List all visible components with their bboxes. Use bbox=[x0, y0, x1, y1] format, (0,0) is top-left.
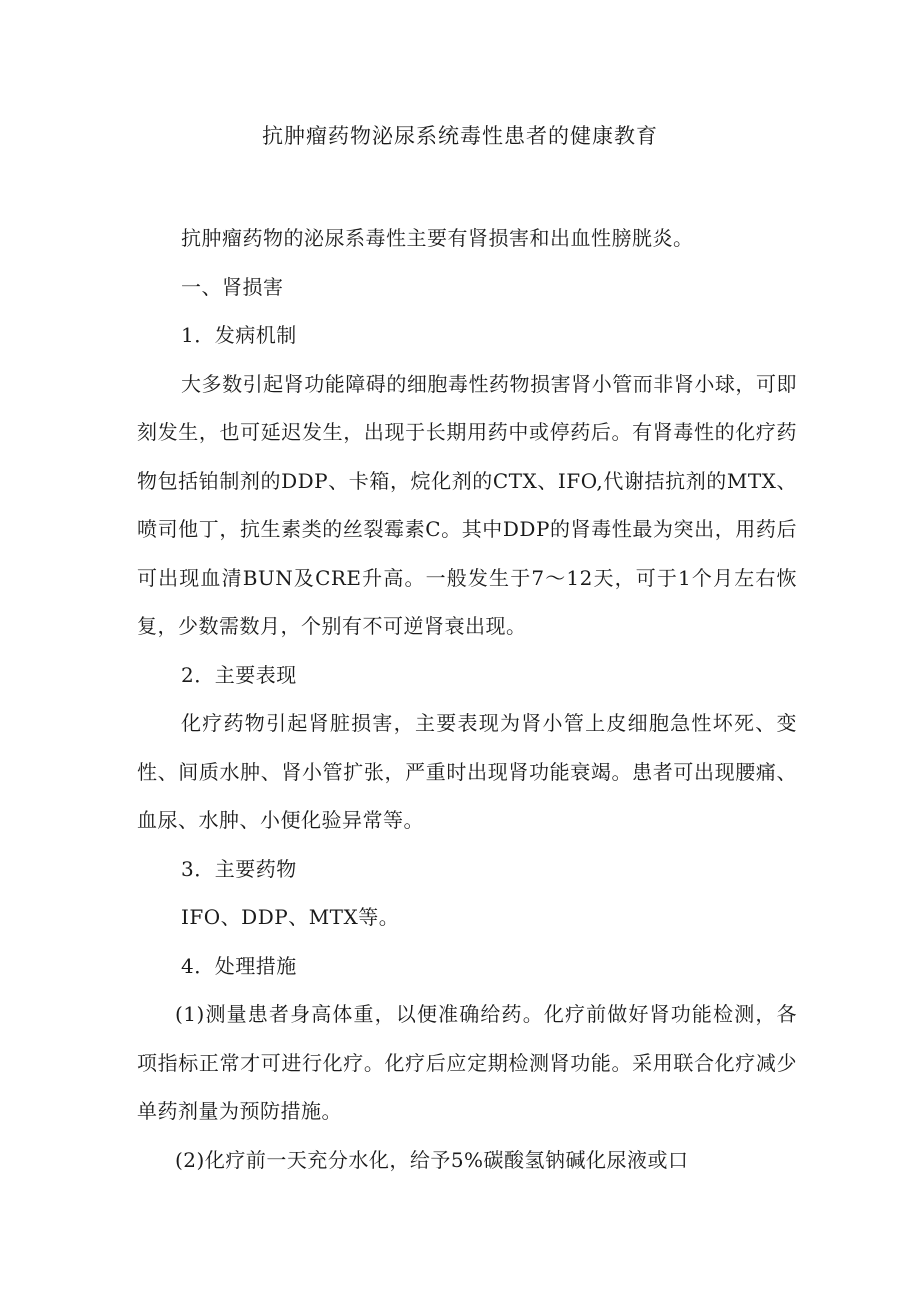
paragraph-measure-2: (2)化疗前一天充分水化，给予5%碳酸氢钠碱化尿液或口 bbox=[175, 1147, 689, 1172]
paragraph-measure-1: (1)测量患者身高体重，以便准确给药。化疗前做好肾功能检测，各项指标正常才可进行化疗。化疗后应定期检测肾功能。采用联合化疗减少单药剂量为预防措施。 bbox=[137, 1002, 797, 1123]
section-heading-kidney-damage: 一、肾损害 bbox=[181, 274, 284, 299]
subheading-treatment-measures: 4．处理措施 bbox=[181, 953, 297, 978]
subheading-pathogenesis: 1．发病机制 bbox=[181, 323, 297, 347]
document-body bbox=[137, 214, 797, 1184]
paragraph-main-manifestations: 化疗药物引起肾脏损害，主要表现为肾小管上皮细胞急性坏死、变性、间质水肿、肾小管扩张，严重时出现肾功能衰竭。患者可出现腰痛、血尿、水肿、小便化验异常等。 bbox=[137, 711, 797, 832]
document-title: 抗肿瘤药物泌尿系统毒性患者的健康教育 bbox=[262, 124, 658, 148]
subheading-main-manifestations: 2．主要表现 bbox=[181, 662, 297, 687]
paragraph-pathogenesis: 大多数引起肾功能障碍的细胞毒性药物损害肾小管而非肾小球，可即刻发生，也可延迟发生，出现于长期用药中或停药后。有肾毒性的化疗药物包括铂制剂的DDP、卡箱，烷化剂的CTX、IFO,代谢拮抗剂的MTX、喷司他丁，抗生素类的丝裂霉素C。其中DDP的肾毒性最为突出，用药后可出现血清BUN及CRE升高。一般发生于7～12天，可于1个月左右恢复，少数需数月，个别有不可逆肾衰出现。 bbox=[137, 371, 797, 638]
paragraph-main-drugs: IFO、DDP、MTX等。 bbox=[181, 905, 400, 929]
intro-paragraph: 抗肿瘤药物的泌尿系毒性主要有肾损害和出血性膀胱炎。 bbox=[181, 226, 694, 250]
subheading-main-drugs: 3．主要药物 bbox=[181, 856, 297, 881]
